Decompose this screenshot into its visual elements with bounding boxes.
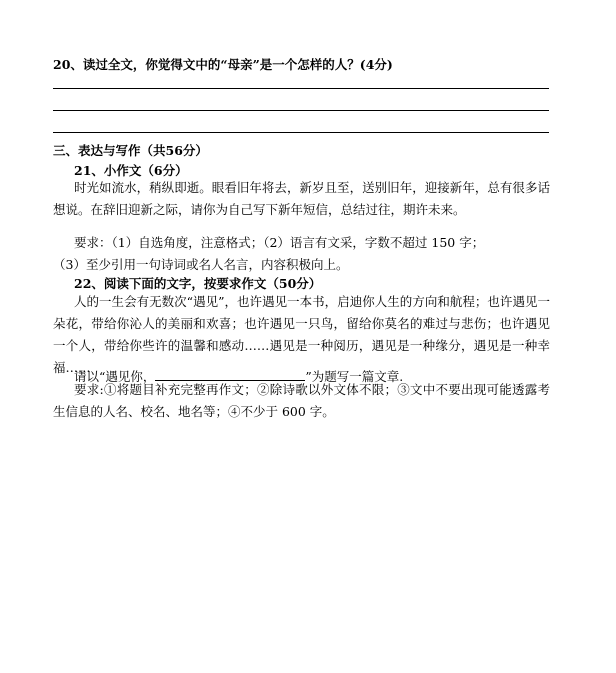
question-21-requirements-1: 要求：（1）自选角度，注意格式；（2）语言有文采，字数不超过 150 字；: [74, 235, 485, 250]
section-title: 三、表达与写作（共56分）: [53, 143, 208, 158]
question-22-title: 22、阅读下面的文字，按要求作文（50分）: [74, 276, 322, 291]
question-21-prompt: 时光如流水，稍纵即逝。眼看旧年将去，新岁且至，送别旧年，迎接新年，总有很多话想说。在辞旧迎新之际，请你为自己写下新年短信，总结过往，期许未来。: [53, 180, 550, 217]
question-20: 20、读过全文，你觉得文中的“母亲”是一个怎样的人？(4分): [53, 57, 393, 72]
answer-line-2: [53, 110, 549, 111]
topic-suffix: ”为题写一篇文章.: [305, 369, 404, 384]
question-21-requirements-2: （3）至少引用一句诗词或名人名言，内容积极向上。: [53, 257, 349, 272]
answer-line-3: [53, 132, 549, 133]
question-21-title: 21、小作文（6分）: [74, 163, 188, 178]
topic-prefix: 请以“遇见你，: [74, 369, 156, 384]
answer-line-1: [53, 88, 549, 89]
question-22-requirements: 要求:①将题目补充完整再作文；②除诗歌以外文体不限；③文中不要出现可能透露考生信息的人名、校名、地名等；④不少于 600 字。: [53, 382, 550, 419]
question-22-passage: 人的一生会有无数次“遇见”，也许遇见一本书，启迪你人生的方向和航程；也许遇见一朵花，带给你沁人的美丽和欢喜；也许遇见一只鸟，留给你莫名的难过与悲伤；也许遇见一个人，带给你些许的温馨和感动……遇见是一种阅历，遇见是一种缘分，遇见是一种幸福……: [53, 294, 550, 375]
